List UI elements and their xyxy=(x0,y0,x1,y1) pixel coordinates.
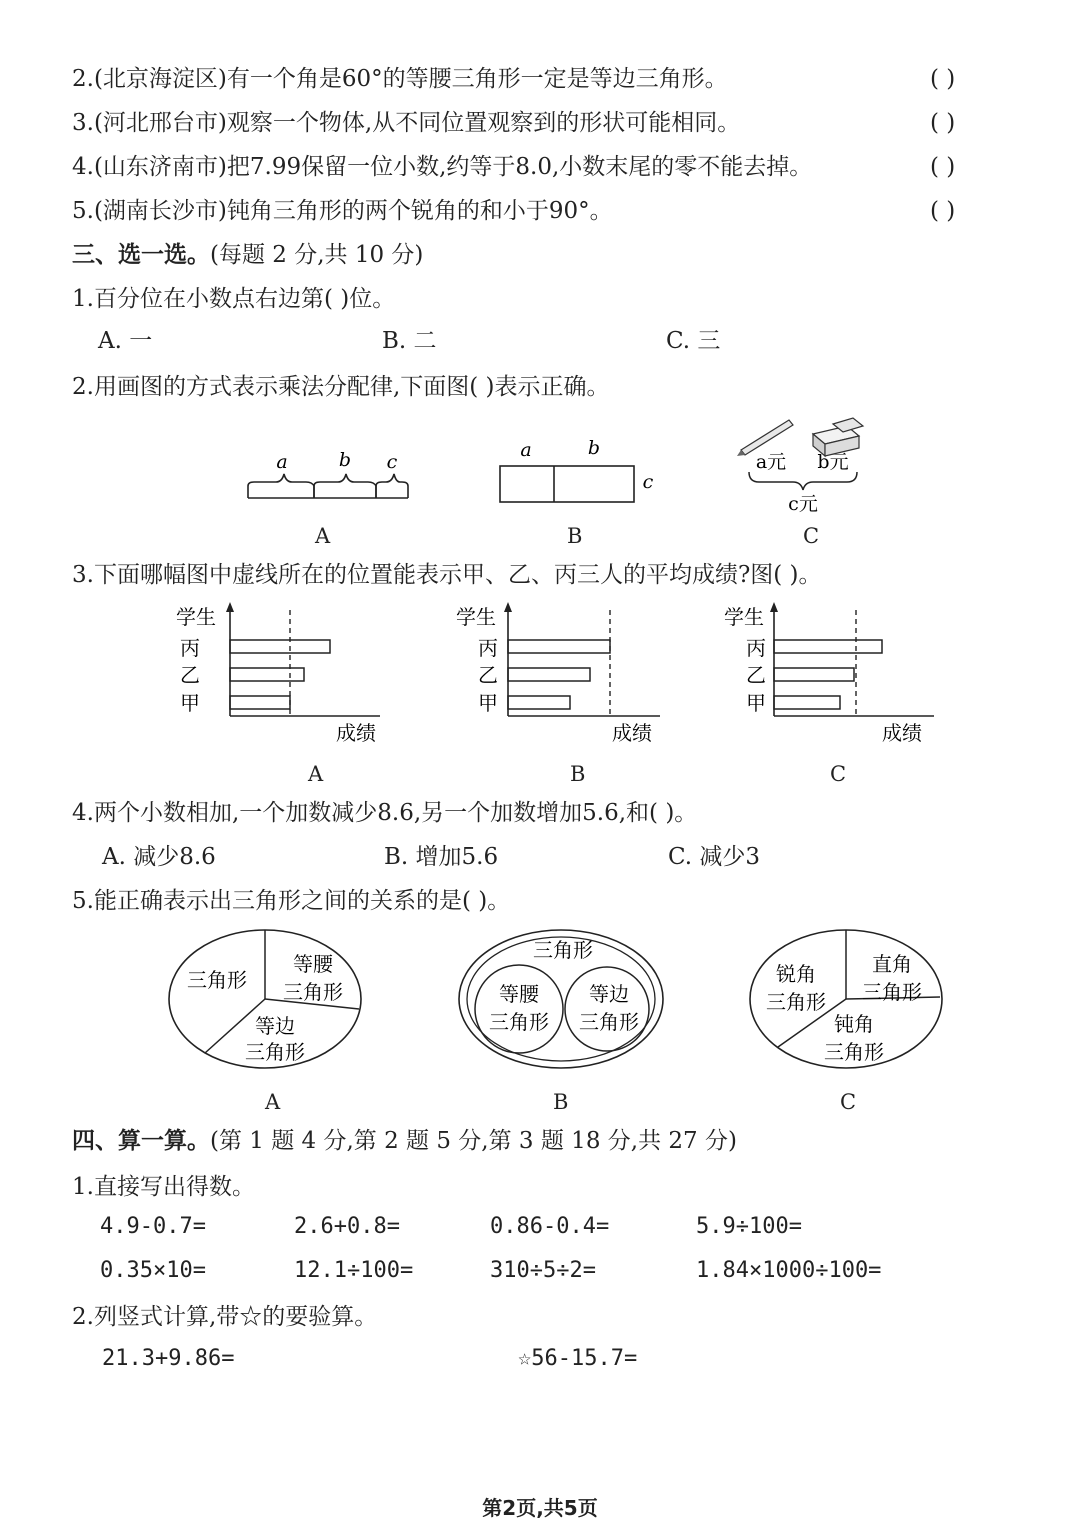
bar-chart-b xyxy=(450,600,680,750)
set-diagram-c xyxy=(746,925,951,1075)
section-4-heading xyxy=(72,1126,737,1156)
calc-item: 1.84×1000÷100= xyxy=(696,1258,882,1283)
student-label: 丙 xyxy=(746,636,766,660)
label-a: a xyxy=(276,451,288,473)
y-axis-label: 学生 xyxy=(176,605,216,629)
calc-item: 12.1÷100= xyxy=(294,1258,414,1283)
x-axis-label: 成绩 xyxy=(612,721,652,745)
outer-triangle-label: 三角形 xyxy=(533,938,593,962)
x-axis-label: 成绩 xyxy=(882,721,922,745)
bar-bing xyxy=(774,640,882,653)
bar-chart-c xyxy=(720,600,950,750)
option-c[interactable]: C. 减少3 xyxy=(668,844,761,870)
isosceles-label: 三角形 xyxy=(489,1010,549,1034)
calc-question-1: 1.直接写出得数。 xyxy=(72,1174,255,1200)
label-c-yuan: c元 xyxy=(788,493,818,515)
vertical-calc-item-verify: ☆56-15.7= xyxy=(518,1346,638,1371)
label-c: c xyxy=(386,451,398,473)
answer-blank[interactable]: ( ) xyxy=(930,154,956,180)
set-diagram-c-caption: C xyxy=(840,1090,857,1114)
option-a[interactable]: A. 减少8.6 xyxy=(102,844,216,870)
answer-blank[interactable]: ( ) xyxy=(930,110,956,136)
bar-bing xyxy=(508,640,610,653)
option-b[interactable]: B. 二 xyxy=(382,328,437,354)
equilateral-label: 三角形 xyxy=(579,1010,639,1034)
label-b: b xyxy=(338,449,352,471)
chart-b-caption: B xyxy=(570,762,586,786)
student-label: 甲 xyxy=(478,691,498,715)
section-3-score: (每题 2 分,共 10 分) xyxy=(210,242,424,268)
student-label: 丙 xyxy=(180,636,200,660)
choice-question-3: 3.下面哪幅图中虚线所在的位置能表示甲、乙、丙三人的平均成绩?图( )。 xyxy=(72,562,822,588)
calc-question-2: 2.列竖式计算,带☆的要验算。 xyxy=(72,1304,378,1330)
bar-chart-a xyxy=(170,600,400,750)
region-equilateral: 等边 xyxy=(255,1014,295,1038)
region-isosceles: 三角形 xyxy=(283,980,343,1004)
calc-item: 310÷5÷2= xyxy=(490,1258,596,1283)
figure-2b-rectangle-diagram xyxy=(490,430,660,510)
choice-question-2: 2.用画图的方式表示乘法分配律,下面图( )表示正确。 xyxy=(72,374,610,400)
equilateral-label: 等边 xyxy=(589,982,629,1006)
bar-yi xyxy=(230,668,304,681)
section-3-title: 三、选一选。 xyxy=(72,241,210,268)
page-number: 第2页,共5页 xyxy=(482,1496,598,1520)
chart-c-caption: C xyxy=(830,762,847,786)
choice-question-4: 4.两个小数相加,一个加数减少8.6,另一个加数增加5.6,和( )。 xyxy=(72,800,698,826)
bar-jia xyxy=(230,696,290,709)
bar-jia xyxy=(774,696,840,709)
option-b[interactable]: B. 增加5.6 xyxy=(384,844,499,870)
student-label: 乙 xyxy=(180,663,200,687)
judge-question-3: 3.(河北邢台市)观察一个物体,从不同位置观察到的形状可能相同。 xyxy=(72,110,741,136)
calc-item: 0.86-0.4= xyxy=(490,1214,610,1239)
calc-item: 0.35×10= xyxy=(100,1258,206,1283)
calc-item: 5.9÷100= xyxy=(696,1214,802,1239)
label-c: c xyxy=(642,471,654,493)
section-4-score: (第 1 题 4 分,第 2 题 5 分,第 3 题 18 分,共 27 分) xyxy=(210,1128,737,1154)
calc-item: 4.9-0.7= xyxy=(100,1214,206,1239)
calc-item: 2.6+0.8= xyxy=(294,1214,400,1239)
bar-yi xyxy=(774,668,854,681)
region-obtuse: 钝角 xyxy=(834,1012,874,1036)
region-acute: 三角形 xyxy=(766,990,826,1014)
label-a: a xyxy=(520,439,532,461)
y-axis-label: 学生 xyxy=(724,605,764,629)
answer-blank[interactable]: ( ) xyxy=(930,66,956,92)
set-diagram-b xyxy=(455,925,670,1075)
label-a-yuan: a元 xyxy=(755,451,787,473)
choice-question-5: 5.能正确表示出三角形之间的关系的是( )。 xyxy=(72,888,511,914)
student-label: 丙 xyxy=(478,636,498,660)
option-a[interactable]: A. 一 xyxy=(98,328,153,354)
region-isosceles: 等腰 xyxy=(293,952,333,976)
set-diagram-a-caption: A xyxy=(265,1090,281,1114)
student-label: 甲 xyxy=(746,691,766,715)
figure-2b-caption: B xyxy=(567,524,583,548)
region-right: 直角 xyxy=(872,952,912,976)
figure-2c-price-diagram xyxy=(735,412,905,520)
set-diagram-a xyxy=(165,925,370,1075)
figure-2c-caption: C xyxy=(803,524,820,548)
judge-question-2: 2.(北京海淀区)有一个角是60°的等腰三角形一定是等边三角形。 xyxy=(72,66,728,92)
y-axis-label: 学生 xyxy=(456,605,496,629)
region-right: 三角形 xyxy=(862,980,922,1004)
x-axis-label: 成绩 xyxy=(336,721,376,745)
student-label: 甲 xyxy=(180,691,200,715)
bar-bing xyxy=(230,640,330,653)
answer-blank[interactable]: ( ) xyxy=(930,198,956,224)
option-c[interactable]: C. 三 xyxy=(666,328,721,354)
bar-jia xyxy=(508,696,570,709)
student-label: 乙 xyxy=(478,663,498,687)
judge-question-4: 4.(山东济南市)把7.99保留一位小数,约等于8.0,小数末尾的零不能去掉。 xyxy=(72,154,813,180)
student-label: 乙 xyxy=(746,663,766,687)
isosceles-label: 等腰 xyxy=(499,982,539,1006)
judge-question-5: 5.(湖南长沙市)钝角三角形的两个锐角的和小于90°。 xyxy=(72,198,613,224)
region-obtuse: 三角形 xyxy=(824,1040,884,1064)
label-b-yuan: b元 xyxy=(817,451,849,473)
section-4-title: 四、算一算。 xyxy=(72,1127,210,1154)
region-triangle: 三角形 xyxy=(187,968,247,992)
region-equilateral: 三角形 xyxy=(245,1040,305,1064)
choice-question-1: 1.百分位在小数点右边第( )位。 xyxy=(72,286,396,312)
label-b: b xyxy=(587,437,601,459)
figure-2a-caption: A xyxy=(315,524,331,548)
section-3-heading xyxy=(72,240,423,270)
set-diagram-b-caption: B xyxy=(553,1090,569,1114)
chart-a-caption: A xyxy=(308,762,324,786)
figure-2a-brace-diagram xyxy=(240,440,420,510)
vertical-calc-item: 21.3+9.86= xyxy=(102,1346,235,1371)
region-acute: 锐角 xyxy=(776,962,816,986)
bar-yi xyxy=(508,668,590,681)
